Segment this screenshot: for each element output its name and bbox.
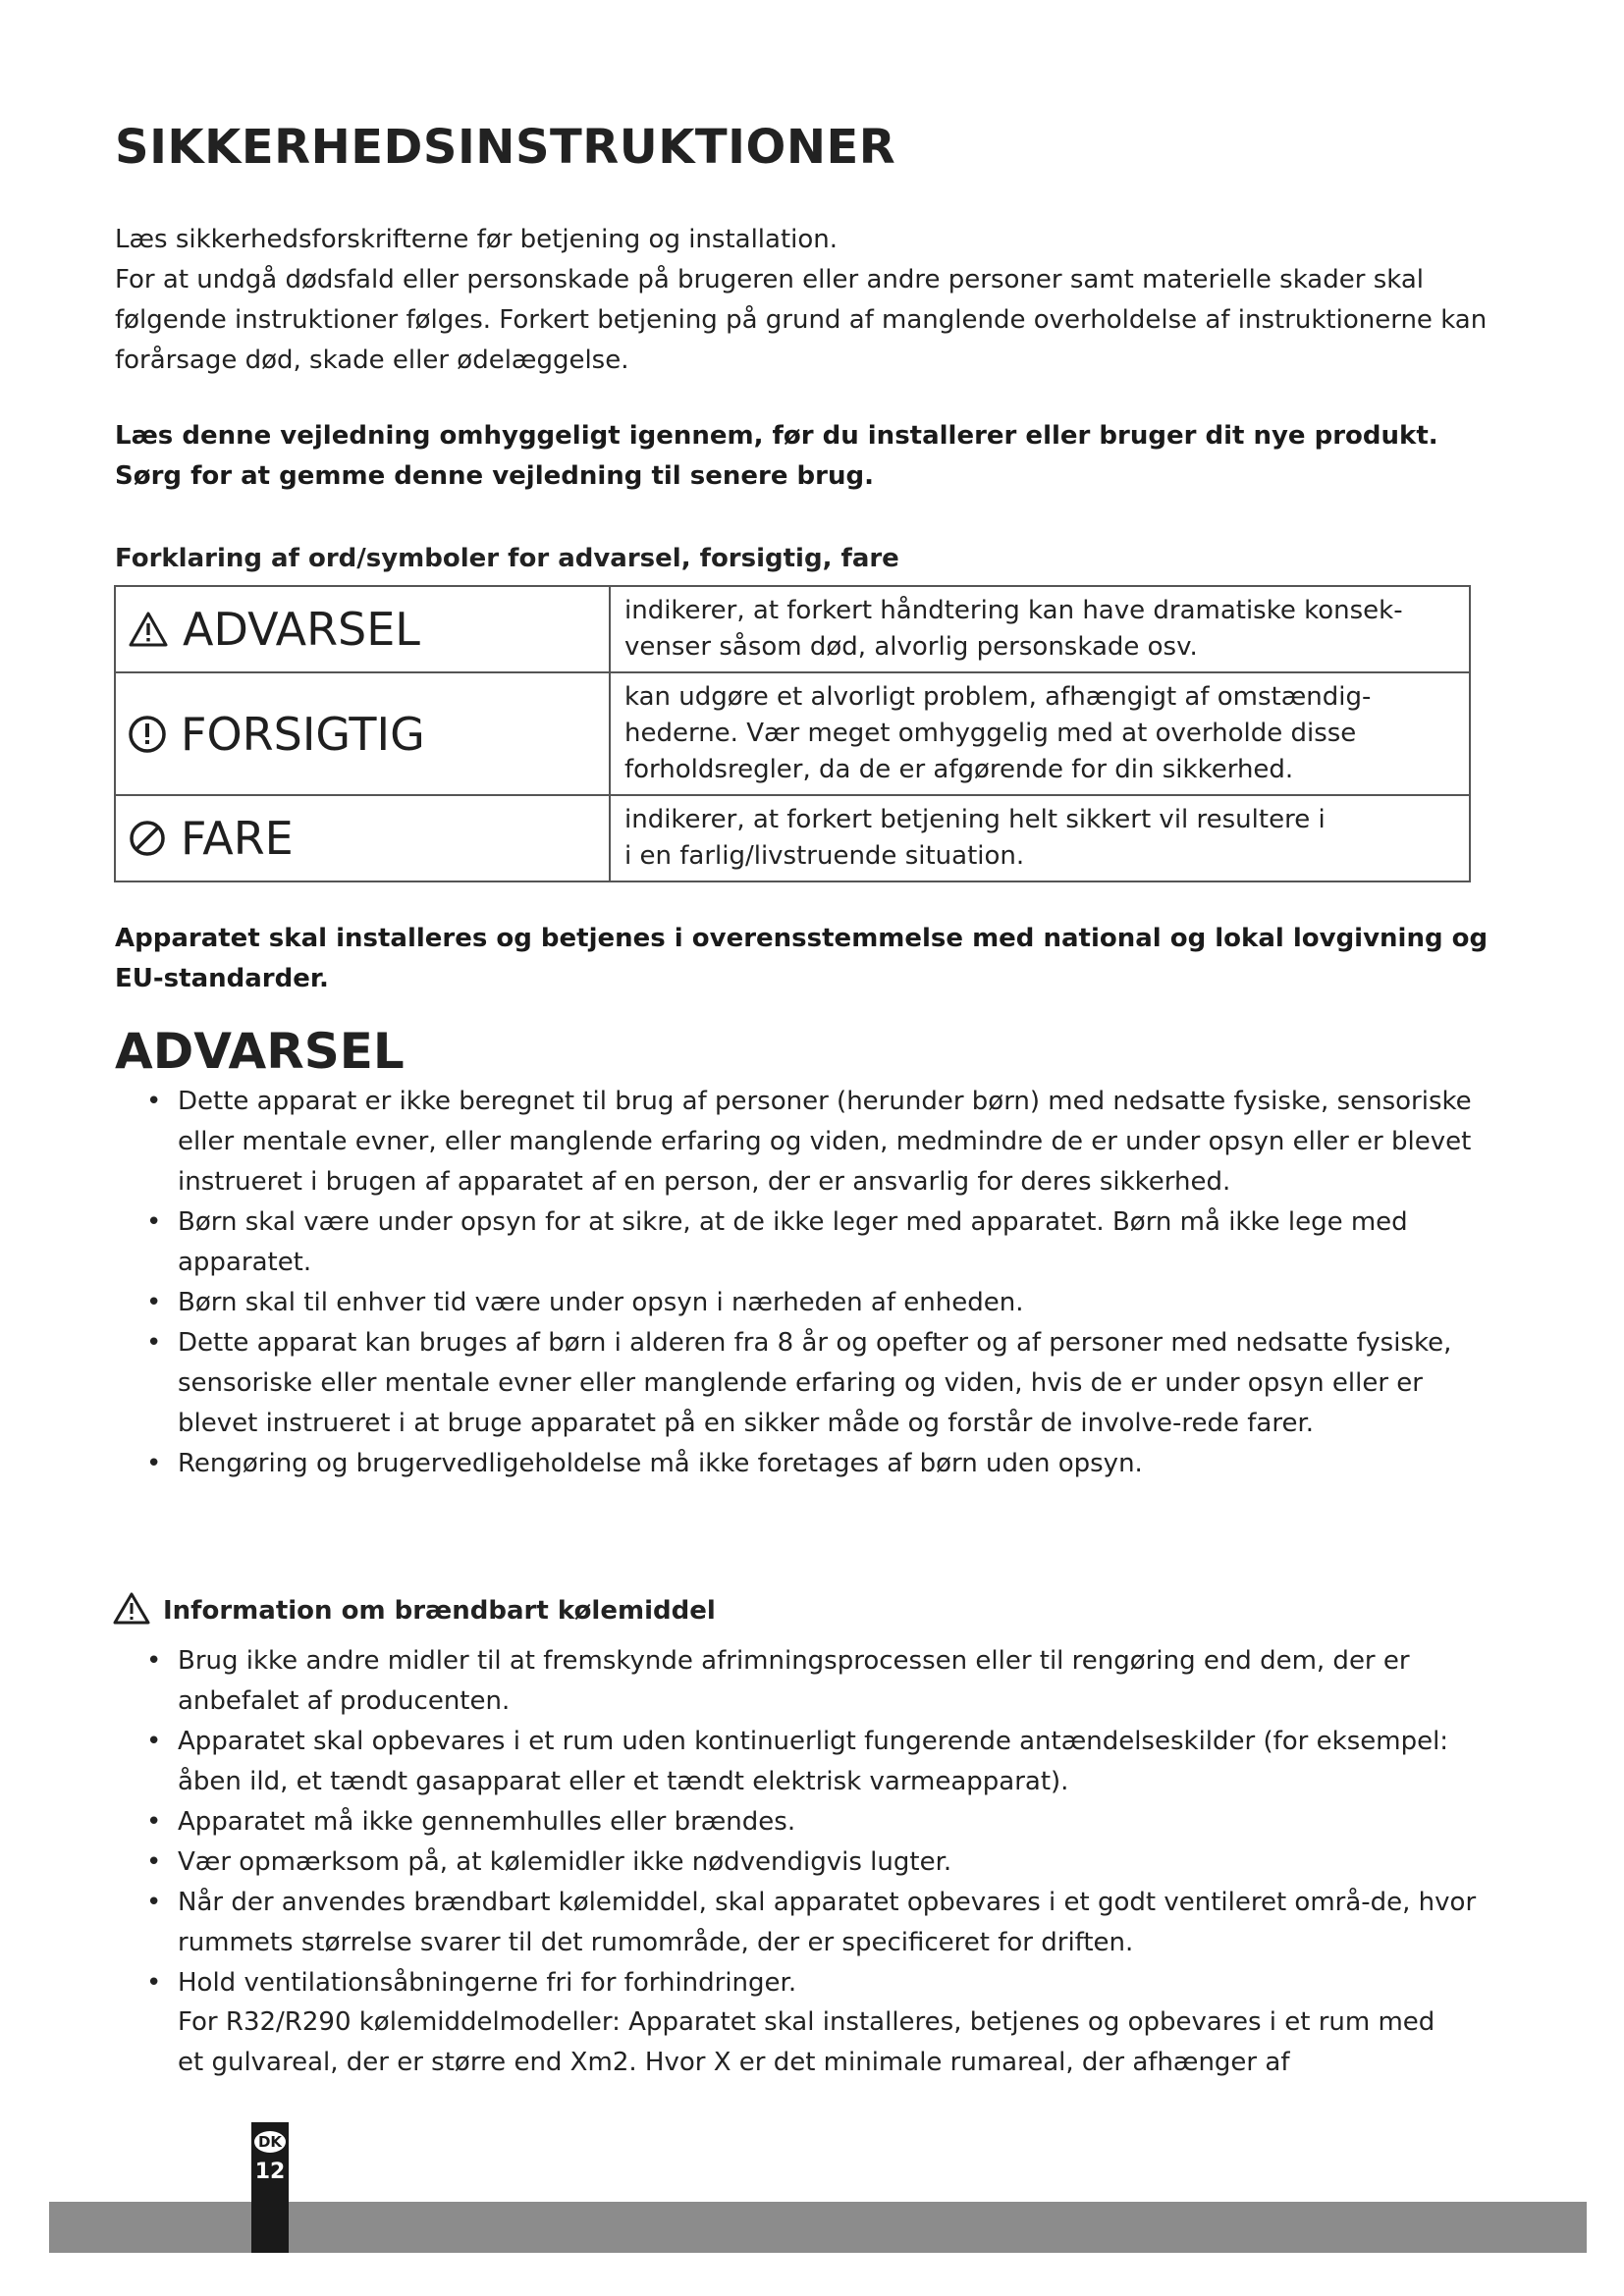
read-notice	[115, 416, 1509, 497]
list-item: • Apparatet må ikke gennemhulles eller brændes.	[146, 1807, 796, 1837]
list-item: • Dette apparat er ikke beregnet til brug af personer (herunder børn) med nedsatte fysiske, sensoriske eller mentale evner, eller manglende erfaring og viden, medmindre de er under opsyn eller er blevet instrueret i brugen af apparatet af en person, der er ansvarlig for deres sikkerhed.	[146, 1087, 1472, 1197]
page-number: 12	[254, 2160, 286, 2184]
symbols-heading: Forklaring af ord/symboler for advarsel, forsigtig, fare	[115, 544, 899, 573]
symbol-label-cell	[115, 586, 610, 672]
symbol-label: FARE	[181, 812, 294, 865]
list-item: • Børn skal være under opsyn for at sikre, at de ikke leger med apparatet. Børn må ikke lege med apparatet.	[146, 1207, 1408, 1277]
symbol-desc-line: kan udgøre et alvorligt problem, afhængigt af omstændig-	[624, 682, 1372, 712]
caution-circle-icon	[128, 715, 167, 754]
refrigerant-heading	[112, 1592, 716, 1626]
symbol-desc-line: forholdsregler, da de er afgørende for din sikkerhed.	[624, 755, 1294, 784]
symbol-row-advarsel	[115, 586, 1470, 672]
list-item: • Hold ventilationsåbningerne fri for forhindringer.	[146, 1968, 797, 1998]
warning-section-title: ADVARSEL	[115, 1023, 405, 1080]
prohibited-icon	[128, 819, 167, 858]
page-title: SIKKERHEDSINSTRUKTIONER	[115, 120, 896, 175]
compliance-notice-text: Apparatet skal installeres og betjenes i overensstemmelse med national og lokal lovgivning og EU-standarder.	[115, 924, 1489, 993]
symbol-desc-line: i en farlig/livstruende situation.	[624, 841, 1025, 871]
symbol-description	[610, 586, 1470, 672]
list-item: • Dette apparat kan bruges af børn i alderen fra 8 år og opefter og af personer med nedsatte fysiske, sensoriske eller mentale evner eller manglende erfaring og viden, hvis de er under opsyn eller er blevet instrueret i at bruge apparatet på en sikker måde og forstår de involve-rede farer.	[146, 1328, 1452, 1438]
refrigerant-continuation: For R32/R290 kølemiddelmodeller: Apparatet skal installeres, betjenes og opbevares i et rum med et gulvareal, der er større end Xm2. Hvor X er det minimale rumareal, der afhænger af	[178, 2007, 1435, 2077]
intro-text	[115, 220, 1509, 381]
symbol-description	[610, 795, 1470, 881]
symbol-label-cell	[115, 795, 610, 881]
list-item: • Rengøring og brugervedligeholdelse må ikke foretages af børn uden opsyn.	[146, 1449, 1143, 1478]
symbol-row-fare	[115, 795, 1470, 881]
warning-list	[115, 1082, 1480, 1484]
symbol-desc-line: venser såsom død, alvorlig personskade osv.	[624, 632, 1198, 662]
list-item: • Brug ikke andre midler til at fremskynde afrimningsprocessen eller til rengøring end dem, der er anbefalet af producenten.	[146, 1646, 1410, 1716]
symbol-description	[610, 672, 1470, 795]
symbol-label: ADVARSEL	[183, 603, 420, 656]
symbols-table	[114, 585, 1471, 882]
symbol-desc-line: hederne. Vær meget omhyggelig med at overholde disse	[624, 719, 1357, 748]
symbol-desc-line: indikerer, at forkert håndtering kan have dramatiske konsek-	[624, 596, 1403, 625]
symbol-row-forsigtig	[115, 672, 1470, 795]
list-item: • Apparatet skal opbevares i et rum uden kontinuerligt fungerende antændelseskilder (for eksempel: åben ild, et tændt gasapparat eller et tændt elektrisk varmeapparat).	[146, 1727, 1449, 1796]
refrigerant-heading-text: Information om brændbart kølemiddel	[163, 1596, 716, 1626]
compliance-notice	[115, 919, 1509, 999]
read-notice-text: Læs denne vejledning omhyggeligt igennem, før du installerer eller bruger dit nye produkt. Sørg for at gemme denne vejledning til senere brug.	[115, 421, 1438, 491]
warning-triangle-icon	[128, 611, 169, 648]
symbol-desc-line: indikerer, at forkert betjening helt sikkert vil resultere i	[624, 805, 1326, 834]
list-item: • Vær opmærksom på, at kølemidler ikke nødvendigvis lugter.	[146, 1847, 952, 1877]
intro-line-2: For at undgå dødsfald eller personskade på brugeren eller andre personer samt materielle skader skal følgende instruktioner følges. Forkert betjening på grund af manglende overholdelse af instruktionerne kan forårsage død, skade eller ødelæggelse.	[115, 265, 1488, 375]
symbol-label: FORSIGTIG	[181, 707, 425, 761]
language-badge: DK	[254, 2131, 286, 2153]
warning-triangle-icon	[112, 1592, 151, 1626]
symbol-label-cell	[115, 672, 610, 795]
refrigerant-list	[115, 1641, 1480, 2003]
list-item: • Børn skal til enhver tid være under opsyn i nærheden af enheden.	[146, 1288, 1024, 1317]
list-item: • Når der anvendes brændbart kølemiddel, skal apparatet opbevares i et godt ventileret områ-de, hvor rummets størrelse svarer til det rumområde, der er specificeret for driften.	[146, 1888, 1477, 1957]
intro-line-1: Læs sikkerhedsforskrifterne før betjening og installation.	[115, 225, 839, 254]
